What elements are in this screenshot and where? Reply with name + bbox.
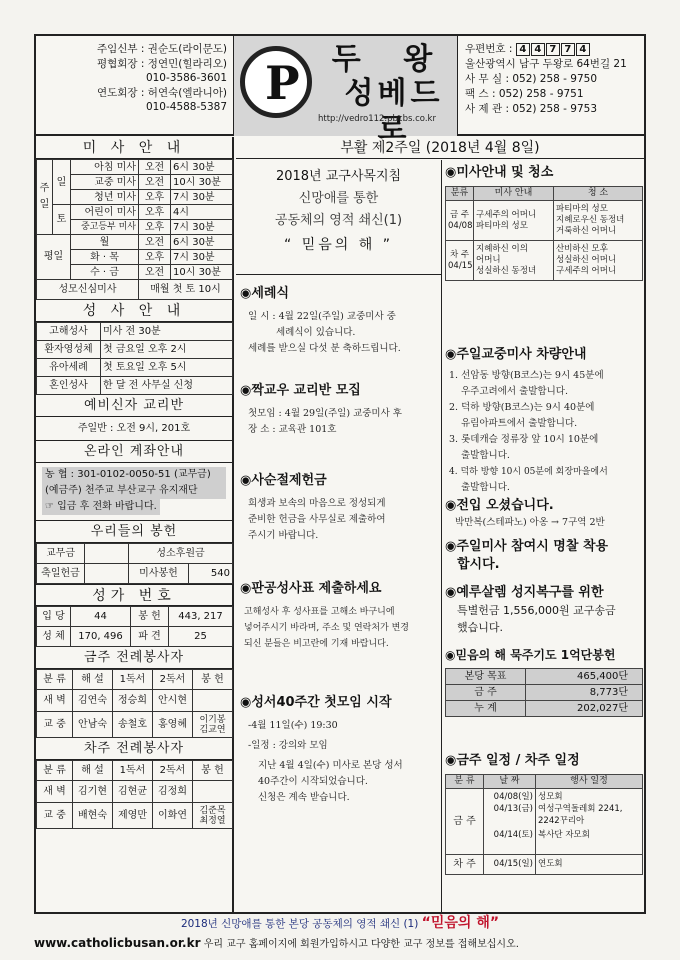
policy-slogan: “ 믿음의 해 ” — [284, 237, 393, 253]
column-header: 해 설 — [73, 670, 113, 690]
column-header: 해 설 — [73, 761, 113, 781]
notice-nametag — [445, 538, 642, 574]
mass-table — [36, 159, 233, 300]
column-header: 분 류 — [37, 761, 73, 781]
servers-this-table — [36, 669, 233, 738]
bus-line: 유림아파트에서 출발합니다. — [461, 418, 578, 429]
notice-jerusalem — [445, 584, 642, 636]
column-header: 봉 헌 — [193, 761, 233, 781]
table-row — [37, 712, 233, 738]
table-row — [446, 669, 643, 685]
contact-phone: 052) 258 - 9753 — [512, 103, 598, 115]
hymn-label: 성 체 — [37, 627, 71, 647]
hymn-label: 파 견 — [131, 627, 169, 647]
table-row — [446, 789, 643, 855]
hymn-table — [36, 606, 233, 647]
server-name: 송철호 — [113, 712, 153, 738]
center-column — [236, 160, 442, 914]
holy-hour-label: 성모신심미사 — [37, 280, 139, 300]
notice-heading: ◉성서40주간 첫모임 시작 — [240, 695, 392, 710]
notice-rosary — [445, 646, 642, 717]
notice-baptism — [240, 285, 438, 357]
mass-day: 수 · 금 — [71, 265, 139, 280]
notice-line: 했습니다. — [457, 621, 504, 634]
bus-line: 1. 선암동 방향(B코스)는 9시 45분에 — [449, 370, 604, 381]
contact-label: 사 무 실 : — [465, 73, 513, 85]
notice-line: 세례를 받으실 다섯 분 축하드립니다. — [248, 343, 401, 354]
event-name: 복사단 자모회 — [538, 830, 590, 840]
offering-label: 미사봉헌 — [129, 564, 189, 584]
table-row — [37, 280, 233, 300]
table-row — [37, 564, 233, 584]
mass-ampm: 오전 — [139, 235, 171, 250]
diocese-url-link[interactable]: www.catholicbusan.or.kr — [34, 936, 201, 950]
cleaning-group: 성실하신 어머니 — [556, 255, 617, 265]
sacrament-time: 한 달 전 사무실 신청 — [101, 377, 233, 395]
week-label: 차 주 — [449, 249, 470, 260]
event-name: 여성구역돌레회 2241, 2242꾸리아 — [538, 804, 623, 826]
server-name: 안남숙 — [73, 712, 113, 738]
table-row — [37, 803, 233, 829]
column-header: 분 류 — [446, 775, 484, 789]
notice-heading: ◉판공성사표 제출하세요 — [240, 581, 382, 596]
event-name: 연도회 — [536, 855, 643, 875]
notice-move-in — [445, 497, 642, 531]
mass-time: 6시 30분 — [171, 235, 233, 250]
staff-contacts — [36, 36, 234, 136]
column-header: 날 짜 — [484, 775, 536, 789]
notice-bus — [445, 346, 642, 496]
mass-ampm: 오전 — [139, 175, 171, 190]
sacrament-time: 첫 금요일 오후 2시 — [101, 341, 233, 359]
cleaning-group: 거룩하신 어머니 — [556, 226, 617, 236]
masthead — [234, 36, 458, 147]
week-label: 금 주 — [449, 209, 470, 220]
notice-line: 세례식이 있습니다. — [276, 327, 356, 338]
sacrament-time: 첫 토요일 오후 5시 — [101, 359, 233, 377]
offering-label: 교무금 — [37, 544, 85, 564]
notice-line: 첫모임 : 4월 29일(주일) 교중미사 후 — [248, 408, 402, 419]
table-row — [37, 205, 233, 220]
notice-line: 넣어주시기 바라며, 주소 및 연락처가 변경 — [244, 623, 409, 633]
bus-line: 우주고려에서 출발합니다. — [461, 386, 568, 397]
event-date: 04/13(금) — [493, 804, 533, 814]
column-header: 2독서 — [153, 670, 193, 690]
notice-line: 박만복(스테파노) 아옹 → 7구역 2반 — [455, 517, 605, 528]
rosary-label: 금 주 — [446, 685, 526, 701]
notice-heading: ◉예루살렘 성지복구를 위한 — [445, 585, 604, 600]
week-label: 금 주 — [446, 789, 484, 855]
week-date: 04/15 — [448, 260, 473, 271]
policy-line: 2018년 교구사목지침 — [275, 169, 402, 184]
mass-day: 월 — [71, 235, 139, 250]
servers-next-title: 차주 전례봉사자 — [36, 738, 232, 760]
mass-intention: 어머니 — [476, 255, 501, 265]
server-name: 김준목 최정열 — [193, 803, 233, 829]
contact-phone: 052) 258 - 9750 — [512, 73, 598, 85]
staff-name: 정연민(힐라리오) — [147, 57, 227, 70]
address: 울산광역시 남구 두왕로 64번길 21 — [465, 58, 627, 70]
policy-line: 신망애를 통한 — [298, 191, 379, 206]
masthead-url[interactable]: http://vedro112.pbcbs.co.kr — [318, 114, 436, 124]
table-row — [446, 855, 643, 875]
notice-heading: 합시다. — [457, 557, 500, 572]
week-date: 04/08 — [448, 220, 473, 231]
sun-label: 일 — [53, 160, 71, 205]
mass-ampm: 오전 — [139, 265, 171, 280]
mass-name: 중고등부 미사 — [71, 220, 139, 235]
event-date: 04/15(일) — [484, 855, 536, 875]
server-name: 제영만 — [113, 803, 153, 829]
mass-day: 화 · 목 — [71, 250, 139, 265]
notice-bible-study — [240, 694, 438, 806]
catechumen-text: 주일반 : 오전 9시, 201호 — [36, 417, 232, 441]
bus-line: 출발합니다. — [461, 482, 510, 493]
sacrament-name: 유아세례 — [37, 359, 101, 377]
table-row — [446, 241, 643, 281]
server-name: 김연숙 — [73, 690, 113, 712]
table-row — [37, 761, 233, 781]
staff-name: 권순도(라이문도) — [147, 43, 227, 55]
offering-table — [36, 543, 233, 584]
bulletin-header — [36, 36, 644, 147]
table-row — [37, 235, 233, 250]
mass-title: 미 사 안 내 — [36, 137, 232, 159]
staff-phone: 010-4588-5387 — [145, 101, 227, 113]
online-title: 온라인 계좌안내 — [36, 441, 232, 463]
server-slot: 교 중 — [37, 712, 73, 738]
notice-buddy-class — [240, 382, 438, 438]
notice-line: 일 시 : 4월 22일(주일) 교중미사 중 — [248, 311, 396, 322]
masthead-title-top: 두 왕 — [331, 42, 449, 77]
mass-name: 아침 미사 — [71, 160, 139, 175]
hymn-label: 입 당 — [37, 607, 71, 627]
rosary-value: 8,773단 — [526, 685, 643, 701]
mass-ampm: 오후 — [139, 205, 171, 220]
hymn-label: 봉 헌 — [131, 607, 169, 627]
sacrament-name: 혼인성사 — [37, 377, 101, 395]
column-header: 봉 헌 — [193, 670, 233, 690]
notice-line: 40주간이 시작되었습니다. — [258, 776, 368, 787]
bus-line: 3. 롯데캐슬 정류장 앞 10시 10분에 — [449, 434, 599, 445]
sat-label: 토 — [53, 205, 71, 235]
mass-time: 7시 30분 — [171, 220, 233, 235]
footer-website-text: 우리 교구 홈페이지에 회원가입하시고 다양한 교구 정보를 접해보십시오. — [200, 939, 519, 950]
notice-heading: ◉주일미사 참여시 명찰 착용 — [445, 539, 609, 554]
sacrament-table — [36, 322, 233, 395]
column-header: 1독서 — [113, 670, 153, 690]
table-row — [37, 359, 233, 377]
table-row — [446, 775, 643, 789]
mass-time: 7시 30분 — [171, 250, 233, 265]
account-holder: (예금주) 천주교 부산교구 유지재단 — [42, 483, 226, 499]
staff-role: 주임신부 : — [97, 43, 148, 55]
notice-heading: ◉주일교중미사 차량안내 — [445, 347, 587, 362]
rosary-value: 465,400단 — [526, 669, 643, 685]
column-header: 청 소 — [554, 187, 643, 201]
event-date: 04/08(일) — [493, 792, 533, 802]
mass-ampm: 오후 — [139, 250, 171, 265]
notice-lent-offering — [240, 472, 438, 544]
mass-intention: 지혜하신 이의 — [476, 244, 528, 254]
mass-name: 교중 미사 — [71, 175, 139, 190]
server-name: 김현균 — [113, 781, 153, 803]
weekday-label: 평일 — [37, 235, 71, 280]
online-account — [36, 463, 232, 521]
footer-slogan — [34, 914, 646, 932]
cleaning-group: 지혜로우신 동정녀 — [556, 215, 625, 225]
server-slot: 새 벽 — [37, 781, 73, 803]
bus-line: 출발합니다. — [461, 450, 510, 461]
notice-heading: ◉짝교우 교리반 모집 — [240, 383, 361, 398]
cleaning-group: 구세주의 어머니 — [556, 266, 617, 276]
table-row — [37, 544, 233, 564]
notice-line: 장 소 : 교육관 101호 — [248, 424, 337, 435]
mass-intention: 구세주의 어머니 — [476, 209, 537, 220]
contact-phone: 052) 258 - 9751 — [498, 88, 584, 100]
staff-role: 연도회장 : — [97, 86, 148, 99]
catechumen-title: 예비신자 교리반 — [36, 395, 232, 417]
server-name: 김정희 — [153, 781, 193, 803]
notice-heading: ◉세례식 — [240, 286, 290, 301]
footer-slogan-highlight: “믿음의 해” — [421, 915, 500, 931]
column-header: 분류 — [446, 187, 474, 201]
table-row — [37, 607, 233, 627]
staff-phone: 010-3586-3601 — [145, 72, 227, 84]
table-row — [37, 690, 233, 712]
notice-confession-card — [240, 580, 438, 652]
mass-ampm: 오후 — [139, 220, 171, 235]
table-row — [37, 160, 233, 175]
zip-digit: 7 — [546, 43, 560, 56]
event-name: 성모회 — [538, 792, 563, 802]
mass-cleaning-table — [445, 186, 643, 281]
notice-line: -일정 : 강의와 모임 — [248, 740, 328, 751]
rosary-value: 202,027단 — [526, 701, 643, 717]
footer-website — [34, 934, 646, 952]
pastoral-policy — [236, 160, 441, 275]
bus-line: 2. 덕하 방향(B코스)는 9시 40분에 — [449, 402, 595, 413]
notice-line: 지난 4월 4일(수) 미사로 본당 성서 — [258, 760, 403, 771]
server-name — [193, 690, 233, 712]
hymn-number: 44 — [71, 607, 131, 627]
sacrament-time: 미사 전 30분 — [101, 323, 233, 341]
staff-name: 허연숙(엘라니아) — [147, 86, 227, 99]
notice-heading: ◉믿음의 해 묵주기도 1억단봉헌 — [445, 648, 616, 662]
bus-line: 4. 덕하 방향 10시 05분에 회장마을에서 — [449, 467, 608, 477]
server-slot: 새 벽 — [37, 690, 73, 712]
column-header: 2독서 — [153, 761, 193, 781]
offering-title: 우리들의 봉헌 — [36, 521, 232, 543]
notice-line: -4월 11일(수) 19:30 — [248, 720, 338, 731]
zip-digit: 4 — [531, 43, 545, 56]
week-label: 차 주 — [446, 855, 484, 875]
staff-role: 평협회장 : — [97, 57, 148, 70]
notice-heading: ◉사순절제헌금 — [240, 473, 327, 488]
zip-digit: 4 — [516, 43, 530, 56]
server-name: 배현숙 — [73, 803, 113, 829]
notice-line: 준비한 헌금을 사무실로 제출하여 — [248, 514, 386, 525]
sacrament-name: 고해성사 — [37, 323, 101, 341]
cleaning-group: 파티마의 성모 — [556, 204, 608, 214]
notice-schedule — [445, 752, 642, 875]
table-row — [446, 685, 643, 701]
event-date: 04/14(토) — [493, 830, 533, 840]
server-name: 이화연 — [153, 803, 193, 829]
hymn-number: 170, 496 — [71, 627, 131, 647]
notice-heading: ◉미사안내 및 청소 — [445, 165, 554, 180]
column-header: 1독서 — [113, 761, 153, 781]
notice-heading: ◉금주 일정 / 차주 일정 — [445, 753, 580, 768]
notice-heading: ◉전입 오셨습니다. — [445, 498, 554, 513]
server-name: 홍영혜 — [153, 712, 193, 738]
notice-line: 특별헌금 1,556,000원 교구송금 — [457, 604, 616, 617]
table-row — [37, 341, 233, 359]
mass-and-cleaning — [445, 164, 642, 281]
right-column — [443, 160, 644, 914]
server-name: 김기현 — [73, 781, 113, 803]
hymn-title: 성가 번호 — [36, 584, 232, 606]
column-header: 미사 안내 — [474, 187, 554, 201]
main-area — [236, 137, 644, 914]
table-row — [446, 187, 643, 201]
mass-time: 10시 30분 — [171, 265, 233, 280]
sacrament-title: 성 사 안 내 — [36, 300, 232, 322]
sunday-label: 주일 — [37, 160, 53, 235]
server-name — [193, 781, 233, 803]
parish-contacts — [459, 36, 644, 136]
mass-time: 10시 30분 — [171, 175, 233, 190]
offering-label: 축일헌금 — [37, 564, 85, 584]
mass-time: 4시 — [171, 205, 233, 220]
hymn-number: 25 — [169, 627, 233, 647]
left-column — [36, 137, 234, 914]
notice-line: 신청은 계속 받습니다. — [258, 792, 350, 803]
contact-label: 사 제 관 : — [465, 103, 513, 115]
rosary-label: 누 계 — [446, 701, 526, 717]
table-row — [37, 377, 233, 395]
mass-ampm: 오후 — [139, 190, 171, 205]
table-row — [446, 201, 643, 241]
table-row — [37, 323, 233, 341]
notice-line: 고해성사 후 성사표를 고해소 바구니에 — [244, 607, 395, 617]
offering-value: 540 — [189, 564, 233, 584]
server-slot: 교 중 — [37, 803, 73, 829]
holy-hour-time: 매월 첫 토 10시 — [139, 280, 233, 300]
rosary-table — [445, 668, 643, 717]
servers-this-title: 금주 전례봉사자 — [36, 647, 232, 669]
table-row — [37, 670, 233, 690]
mass-time: 7시 30분 — [171, 190, 233, 205]
mass-name: 어린이 미사 — [71, 205, 139, 220]
notice-line: 되신 분들은 비고란에 기재 바랍니다. — [244, 639, 389, 649]
server-name: 이기봉 김교연 — [193, 712, 233, 738]
sacrament-name: 환자영성체 — [37, 341, 101, 359]
account-number: 농 협 : 301-0102-0050-51 (교무금) — [42, 467, 226, 483]
zip-digit: 4 — [576, 43, 590, 56]
server-name: 정승희 — [113, 690, 153, 712]
policy-line: 공동체의 영적 쇄신(1) — [274, 213, 403, 228]
contact-label: 팩 스 : — [465, 88, 499, 100]
parish-logo-icon: P — [240, 46, 312, 118]
notice-line: 희생과 보속의 마음으로 정성되게 — [248, 498, 386, 509]
notice-line: 주시기 바랍니다. — [248, 530, 319, 541]
cleaning-group: 산비하신 모후 — [556, 244, 608, 254]
bulletin-page — [34, 34, 646, 914]
table-row — [37, 781, 233, 803]
servers-next-table — [36, 760, 233, 829]
column-header: 행사 일정 — [536, 775, 643, 789]
mass-intention: 성실하신 동정녀 — [476, 266, 537, 276]
mass-ampm: 오전 — [139, 160, 171, 175]
masthead-title-bottom: 성베드로 — [344, 76, 444, 147]
footer-slogan-text: 2018년 신망애를 통한 본당 공동체의 영적 쇄신 (1) — [180, 918, 419, 930]
table-row — [37, 627, 233, 647]
table-row — [446, 701, 643, 717]
rosary-label: 본당 목표 — [446, 669, 526, 685]
column-header: 분 류 — [37, 670, 73, 690]
schedule-table — [445, 774, 643, 875]
mass-time: 6시 30분 — [171, 160, 233, 175]
zip-digit: 7 — [561, 43, 575, 56]
hymn-number: 443, 217 — [169, 607, 233, 627]
server-name: 안시현 — [153, 690, 193, 712]
account-note: ☞ 입금 후 전화 바랍니다. — [42, 499, 160, 515]
offering-label: 성소후원금 — [129, 544, 233, 564]
mass-name: 청년 미사 — [71, 190, 139, 205]
mass-intention: 파티마의 성모 — [476, 220, 528, 231]
zip-label: 우편번호 : — [465, 43, 516, 55]
liturgical-date: 부활 제2주일 (2018년 4월 8일) — [236, 137, 644, 159]
